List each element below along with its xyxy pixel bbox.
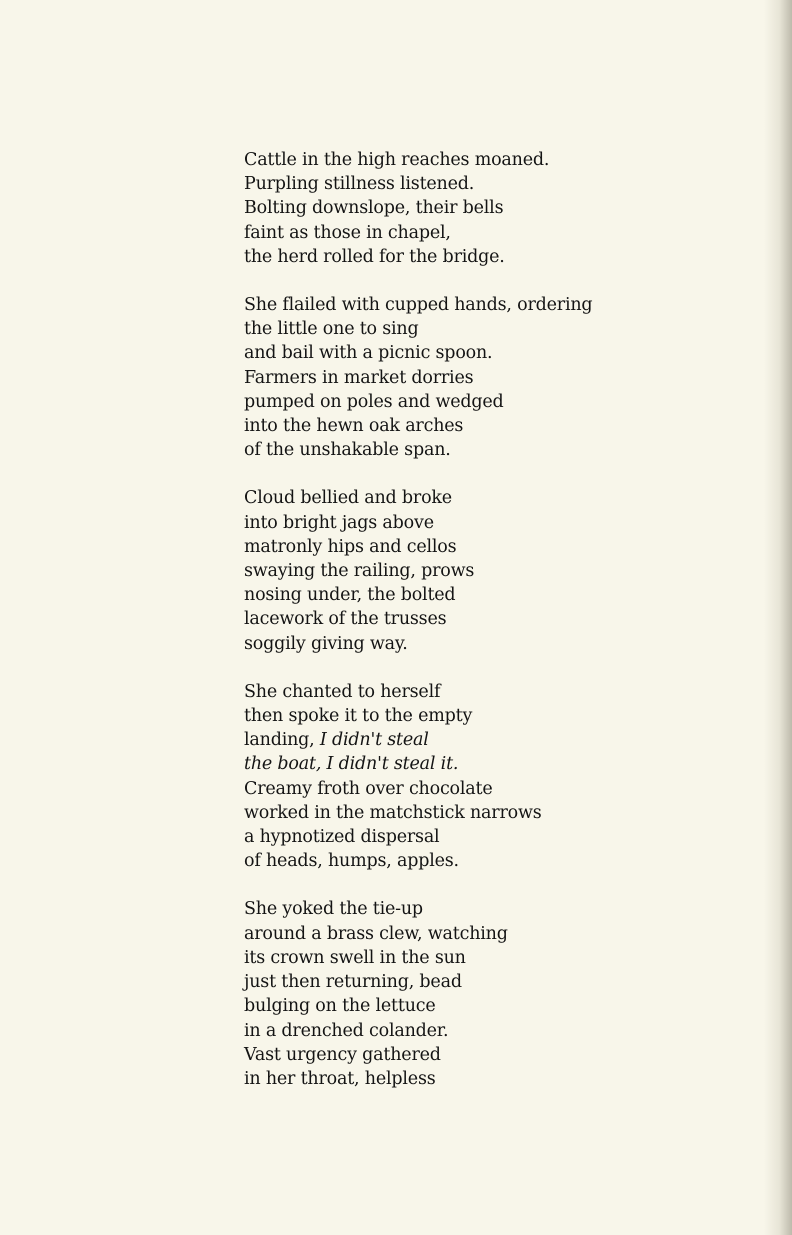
poem-line: Creamy froth over chocolate (244, 778, 493, 799)
poem-line: in a drenched colander. (244, 1020, 449, 1041)
poem-line: Vast urgency gathered (244, 1044, 441, 1065)
poem-line: and bail with a picnic spoon. (244, 343, 493, 364)
poem-line: nosing under, the bolted (244, 585, 456, 606)
italic-quote: I didn't steal (319, 730, 429, 751)
poem-line: bulging on the lettuce (244, 996, 436, 1017)
poem-line (244, 752, 764, 776)
stanza-5 (244, 897, 764, 1091)
poem-text (244, 148, 764, 1115)
poem-line: just then returning, bead (244, 972, 462, 993)
poem-line: around a brass clew, watching (244, 923, 508, 944)
poem-line: worked in the matchstick narrows (244, 802, 542, 823)
poem-line: the herd rolled for the bridge. (244, 246, 505, 267)
poem-line: matronly hips and cellos (244, 536, 457, 557)
poem-line: Bolting downslope, their bells (244, 198, 504, 219)
stanza-1 (244, 148, 764, 269)
poem-line: then spoke it to the empty (244, 706, 473, 727)
poem-line: into the hewn oak arches (244, 416, 464, 437)
poem-line: soggily giving way. (244, 633, 408, 654)
poem-line (244, 728, 764, 752)
italic-quote: the boat, I didn't steal it. (244, 754, 459, 775)
poem-line: Farmers in market dorries (244, 367, 474, 388)
poem-line: a hypnotized dispersal (244, 827, 440, 848)
stanza-3 (244, 486, 764, 655)
poem-line: Cloud bellied and broke (244, 488, 452, 509)
poem-line: the little one to sing (244, 319, 419, 340)
stanza-4 (244, 680, 764, 874)
poem-line: She yoked the tie-up (244, 899, 423, 920)
poem-line: faint as those in chapel, (244, 222, 451, 243)
poem-line: She flailed with cupped hands, ordering (244, 295, 593, 316)
page-binding-shadow (764, 0, 792, 1235)
poem-line: in her throat, helpless (244, 1068, 436, 1089)
poem-line-text: landing, (244, 730, 315, 751)
poem-line: pumped on poles and wedged (244, 391, 504, 412)
poem-line: swaying the railing, prows (244, 561, 475, 582)
poem-line: of heads, humps, apples. (244, 851, 459, 872)
poem-line: She chanted to herself (244, 681, 441, 702)
poem-line: into bright jags above (244, 512, 434, 533)
stanza-2 (244, 293, 764, 462)
poem-line: Purpling stillness listened. (244, 174, 475, 195)
poem-line: lacework of the trusses (244, 609, 447, 630)
poem-line: of the unshakable span. (244, 440, 451, 461)
poem-line: its crown swell in the sun (244, 947, 466, 968)
poem-line: Cattle in the high reaches moaned. (244, 150, 550, 170)
